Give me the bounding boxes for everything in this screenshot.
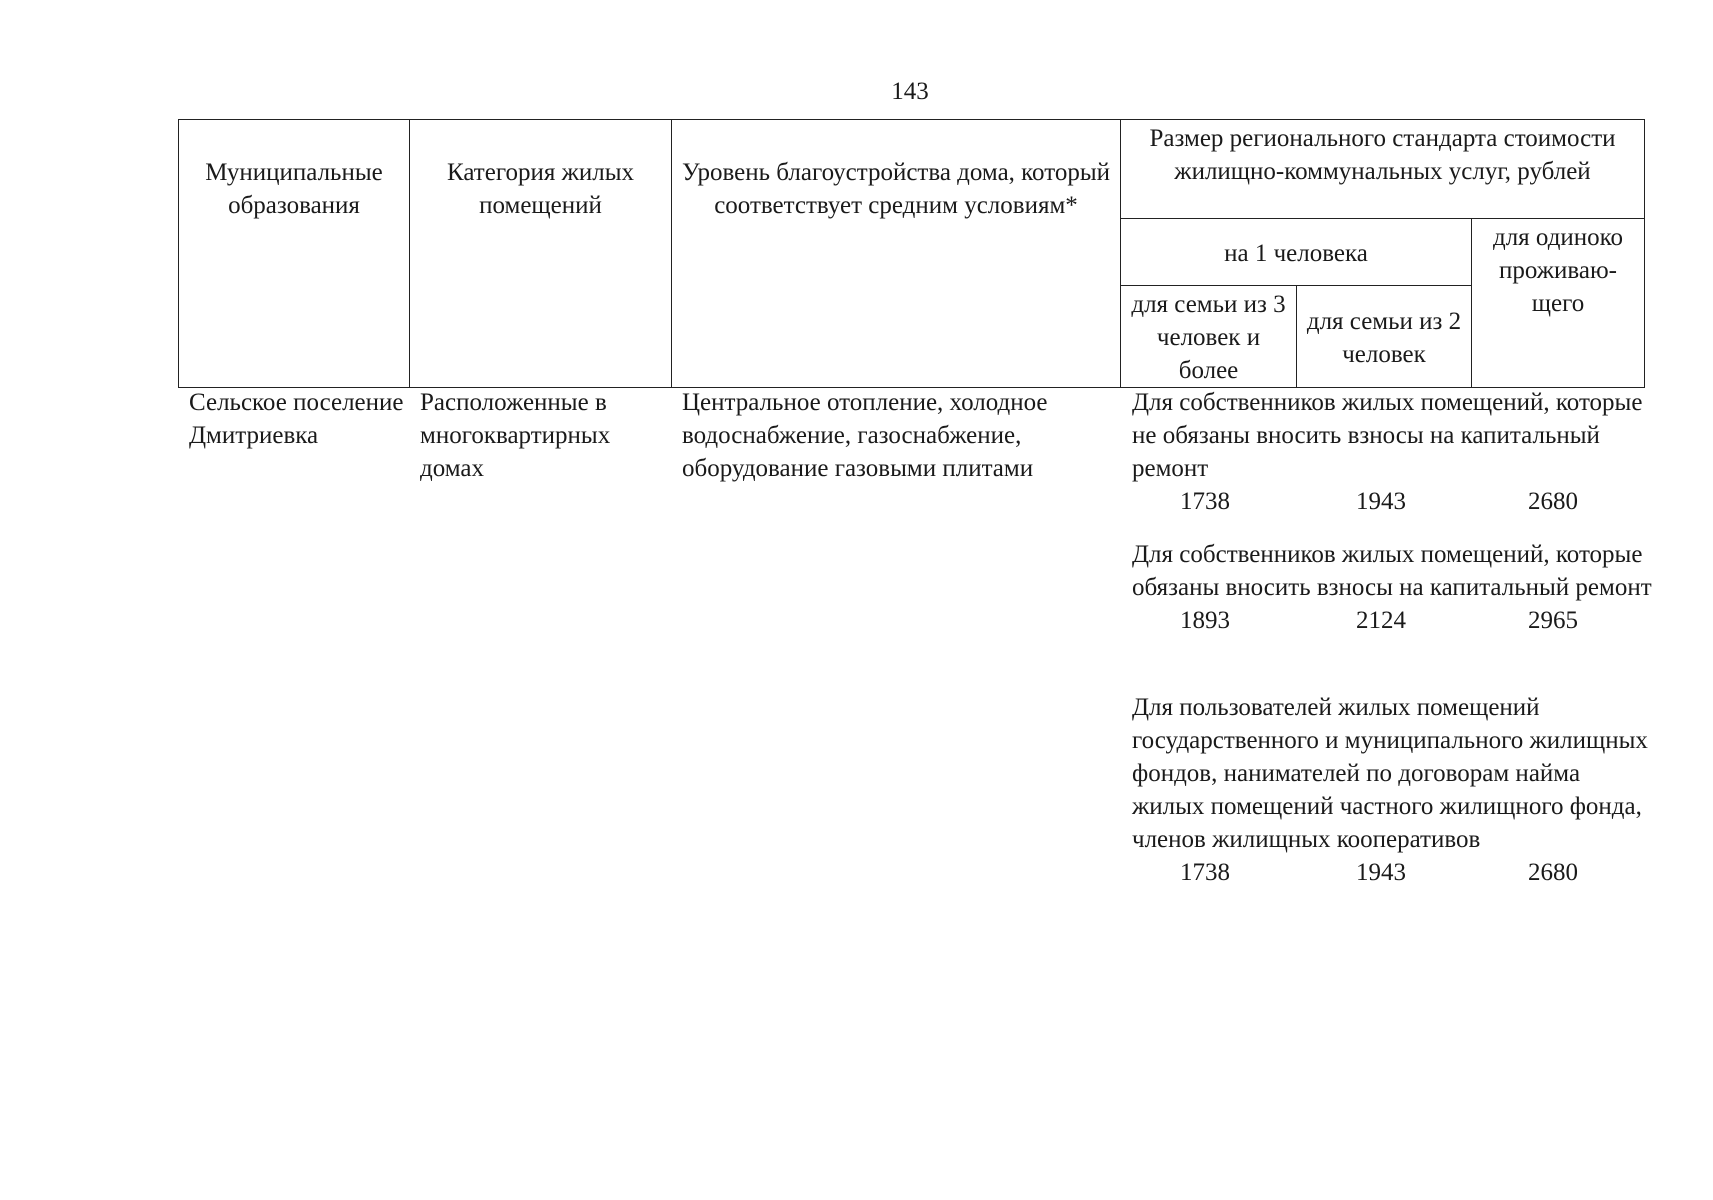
owner-no-capital-repair-group [1132, 386, 1652, 518]
header-family-3plus: для семьи из 3 человек и более [1121, 286, 1297, 388]
value-single: 2680 [1528, 859, 1578, 886]
header-table [178, 119, 1645, 388]
value-family-2: 2124 [1356, 607, 1406, 634]
amenity-cell: Центральное отопление, холодное водоснабжение, газоснабжение, оборудование газовыми плитами [682, 389, 1048, 482]
group-values [1132, 604, 1652, 637]
value-family-2: 1943 [1356, 859, 1406, 886]
header-category: Категория жилых помещений [410, 120, 672, 388]
municipality-cell: Сельское поселение Дмитриевка [189, 389, 404, 449]
value-family-3plus: 1738 [1180, 488, 1230, 515]
group-description: Для пользователей жилых помещений государственного и муниципального жилищных фондов, нанимателей по договорам найма жилых помещений частного жилищного фонда, членов жилищных кооперативов [1132, 694, 1648, 853]
header-standard-size: Размер регионального стандарта стоимости жилищно-коммунальных услуг, рублей [1121, 120, 1645, 219]
page-number: 143 [891, 78, 929, 105]
value-family-3plus: 1738 [1180, 859, 1230, 886]
tenant-users-group [1132, 691, 1652, 889]
header-family-2: для семьи из 2 человек [1297, 286, 1472, 388]
group-description: Для собственников жилых помещений, которые не обязаны вносить взносы на капитальный ремонт [1132, 389, 1643, 482]
group-values [1132, 485, 1652, 518]
group-description: Для собственников жилых помещений, которые обязаны вносить взносы на капитальный ремонт [1132, 541, 1652, 601]
header-amenity-level: Уровень благоустройства дома, который соответствует средним условиям* [672, 120, 1121, 388]
group-values [1132, 856, 1652, 889]
value-single: 2680 [1528, 488, 1578, 515]
value-family-3plus: 1893 [1180, 607, 1230, 634]
header-municipalities: Муниципальные образования [179, 120, 410, 388]
header-single: для одиноко проживаю-щего [1472, 219, 1645, 388]
value-single: 2965 [1528, 607, 1578, 634]
owner-capital-repair-group [1132, 538, 1652, 637]
header-per-person: на 1 человека [1121, 219, 1472, 286]
value-family-2: 1943 [1356, 488, 1406, 515]
category-cell: Расположенные в многоквартирных домах [420, 389, 611, 482]
